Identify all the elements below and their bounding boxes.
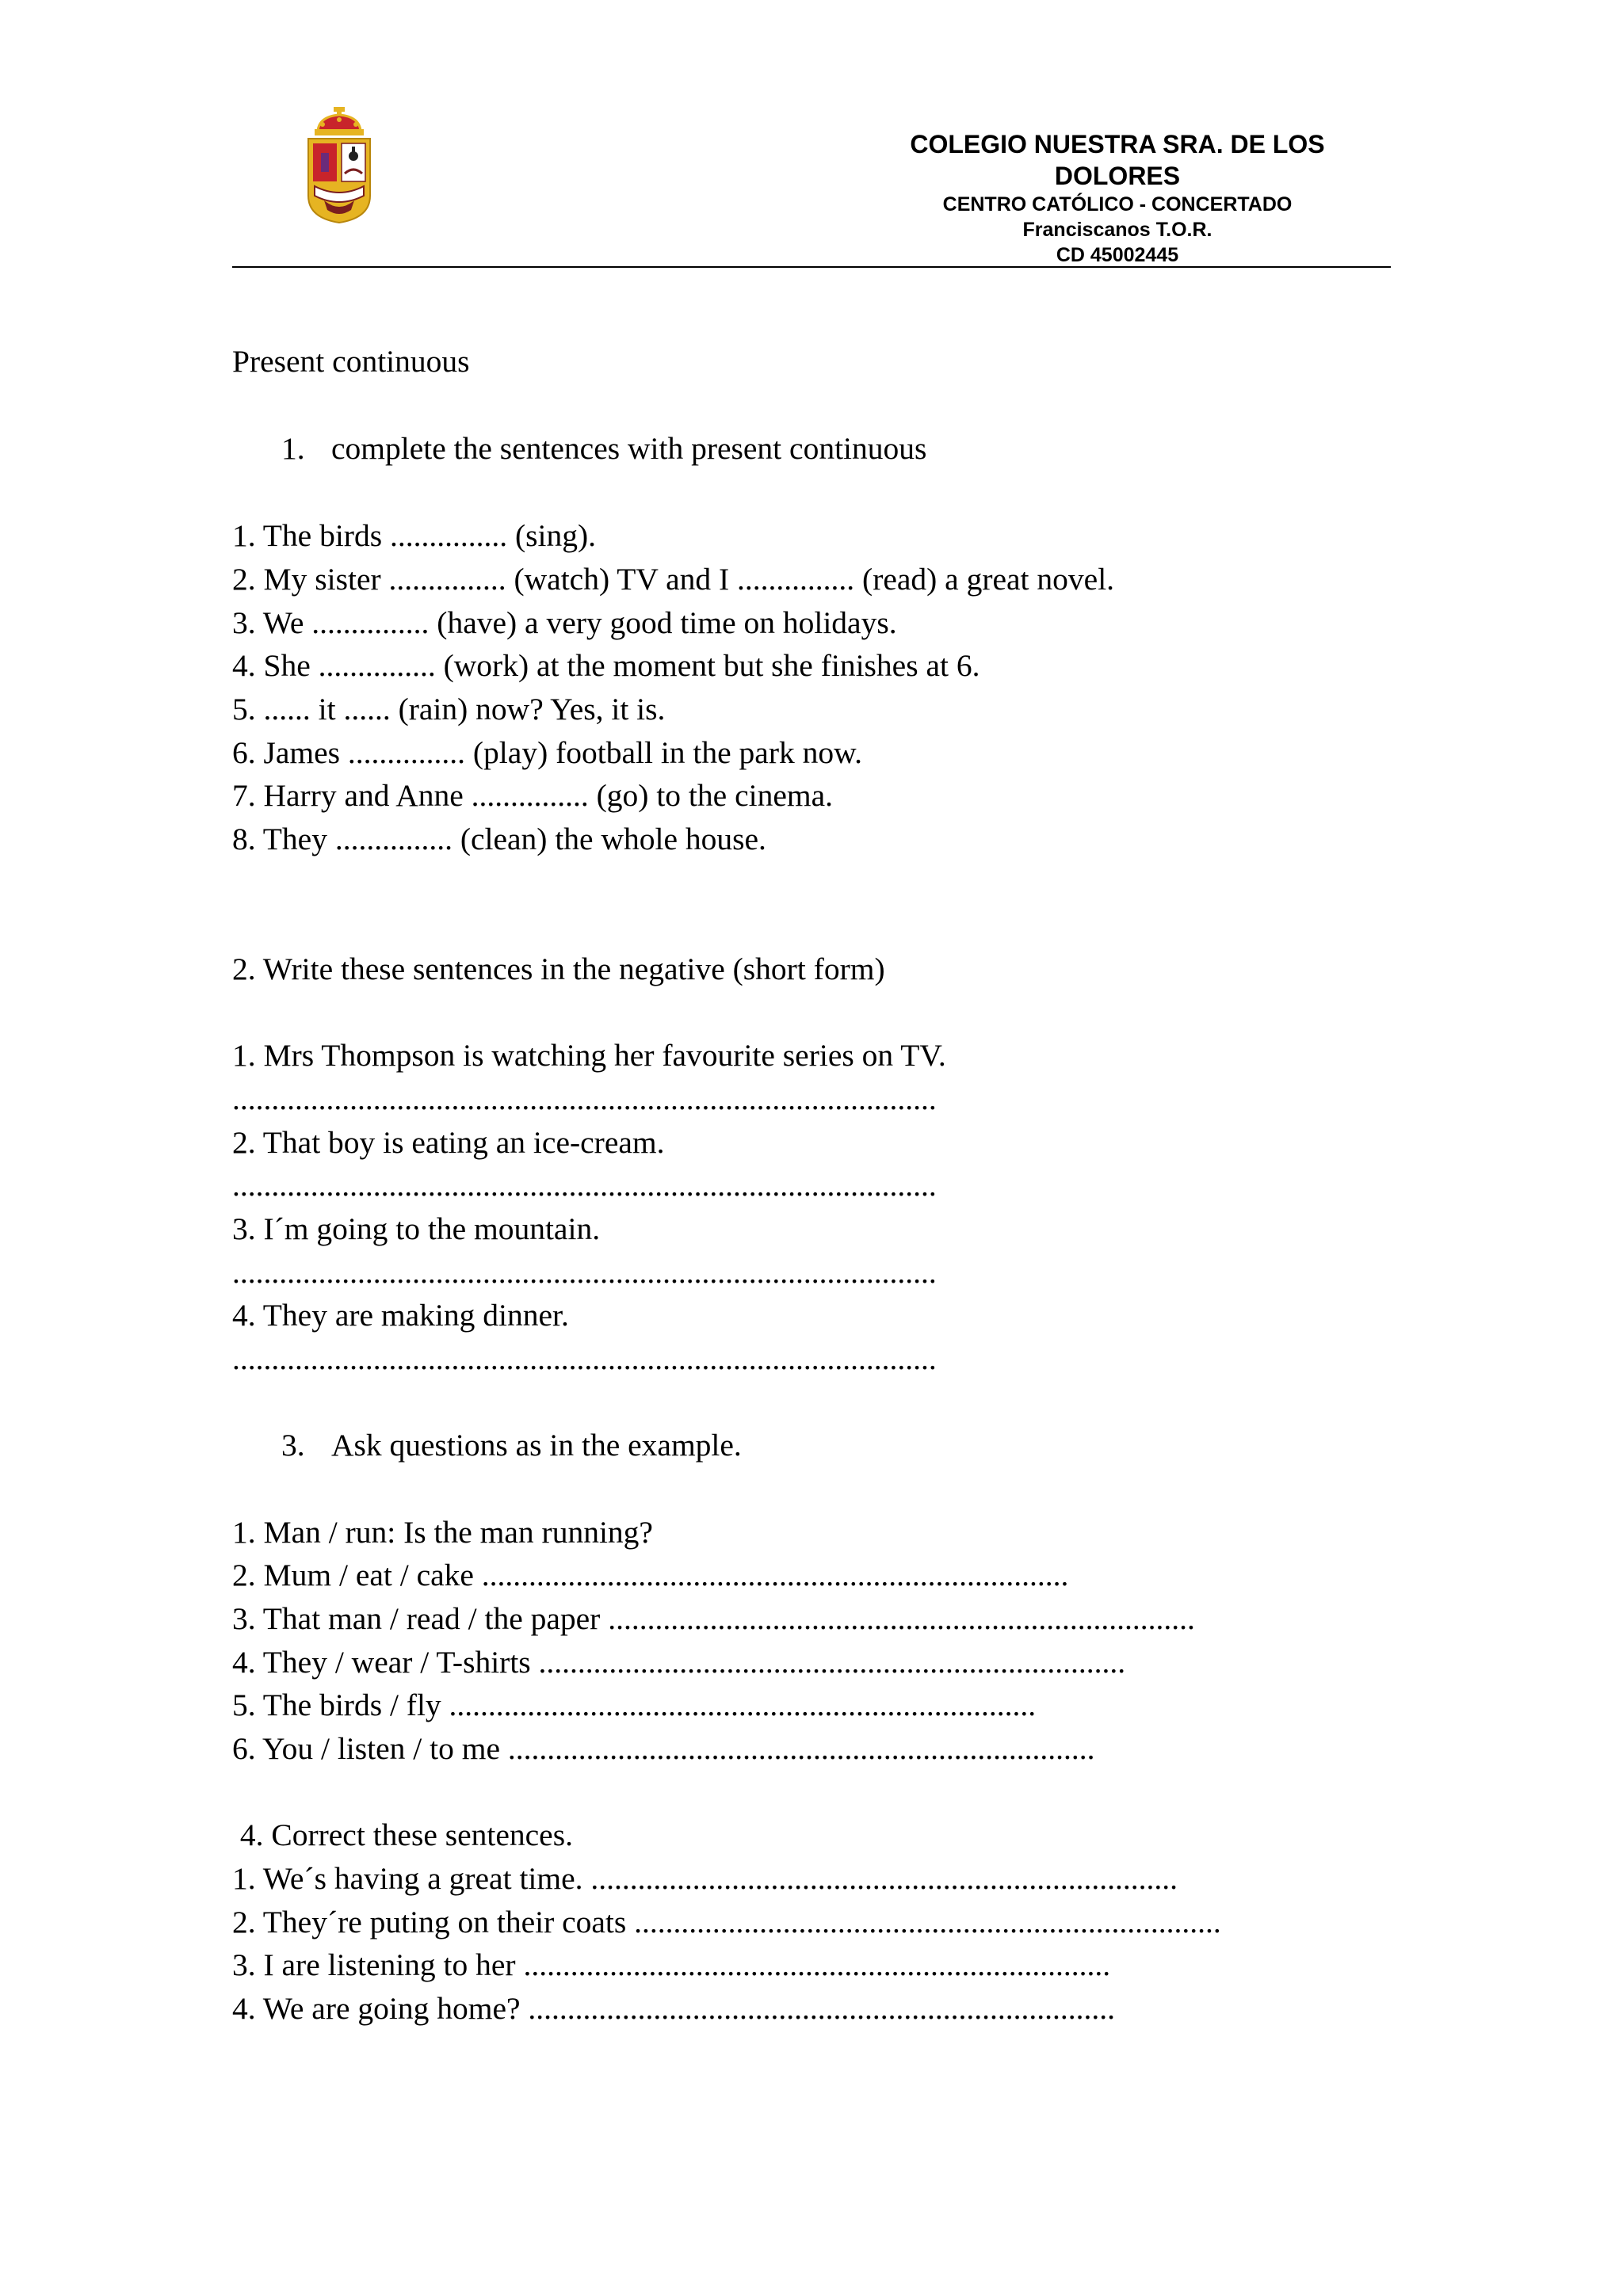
exercise3-item: 2. Mum / eat / cake ........................................................................... — [232, 1558, 1069, 1592]
exercise1-item: 6. James ............... (play) football in the park now. — [232, 735, 862, 770]
header-divider — [232, 266, 1391, 268]
exercise3-number: 3. — [281, 1428, 305, 1463]
exercise3-item: 4. They / wear / T-shirts ........................................................................... — [232, 1645, 1126, 1680]
exercise3-instruction: Ask questions as in the example. — [331, 1428, 742, 1463]
exercise1-item: 2. My sister ............... (watch) TV and I ............... (read) a great novel. — [232, 562, 1115, 597]
exercise2-answer-line[interactable]: .......................................................................................... — [232, 1081, 937, 1116]
exercise2-instruction: 2. Write these sentences in the negative (short form) — [232, 952, 885, 986]
exercise2-item: 4. They are making dinner. — [232, 1298, 569, 1333]
exercise1-item: 1. The birds ............... (sing). — [232, 518, 596, 553]
exercise3-item: 6. You / listen / to me ........................................................................... — [232, 1731, 1095, 1766]
exercise3-item: 3. That man / read / the paper ........................................................................... — [232, 1601, 1195, 1636]
exercise1-number: 1. — [281, 431, 305, 466]
exercise2-answer-line[interactable]: .......................................................................................... — [232, 1168, 937, 1203]
school-crest-icon — [304, 107, 375, 224]
exercise4-instruction: 4. Correct these sentences. — [232, 1817, 573, 1852]
exercise1-item: 7. Harry and Anne ............... (go) to the cinema. — [232, 778, 833, 813]
exercise3-item: 5. The birds / fly ........................................................................... — [232, 1688, 1037, 1722]
exercise2-item: 1. Mrs Thompson is watching her favourite series on TV. — [232, 1038, 946, 1073]
exercise1-instruction: complete the sentences with present continuous — [331, 431, 927, 466]
exercise1-item: 3. We ............... (have) a very good time on holidays. — [232, 605, 897, 640]
exercise4-item: 3. I are listening to her ........................................................................... — [232, 1947, 1111, 1982]
exercise4-item: 1. We´s having a great time. ........................................................................... — [232, 1861, 1178, 1896]
exercise2-answer-line[interactable]: .......................................................................................... — [232, 1255, 937, 1290]
exercise2-item: 3. I´m going to the mountain. — [232, 1211, 601, 1246]
exercise1-item: 8. They ............... (clean) the whole house. — [232, 822, 766, 856]
school-code: CD 45002445 — [1056, 244, 1179, 266]
school-order: Franciscanos T.O.R. — [1022, 219, 1212, 241]
school-subtitle: CENTRO CATÓLICO - CONCERTADO — [942, 193, 1293, 215]
exercise4-item: 2. They´re puting on their coats ........................................................................... — [232, 1905, 1221, 1939]
exercise2-answer-line[interactable]: .......................................................................................... — [232, 1341, 937, 1376]
school-name-line1: COLEGIO NUESTRA SRA. DE LOS — [910, 130, 1325, 158]
school-header — [856, 128, 1379, 268]
worksheet-title: Present continuous — [232, 344, 470, 379]
exercise2-item: 2. That boy is eating an ice-cream. — [232, 1125, 665, 1160]
exercise1-item: 4. She ............... (work) at the moment but she finishes at 6. — [232, 648, 980, 683]
exercise3-item: 1. Man / run: Is the man running? — [232, 1515, 653, 1550]
school-name-line2: DOLORES — [1054, 162, 1181, 190]
exercise4-item: 4. We are going home? ........................................................................... — [232, 1991, 1116, 2026]
exercise1-item: 5. ...... it ...... (rain) now? Yes, it is. — [232, 692, 666, 727]
